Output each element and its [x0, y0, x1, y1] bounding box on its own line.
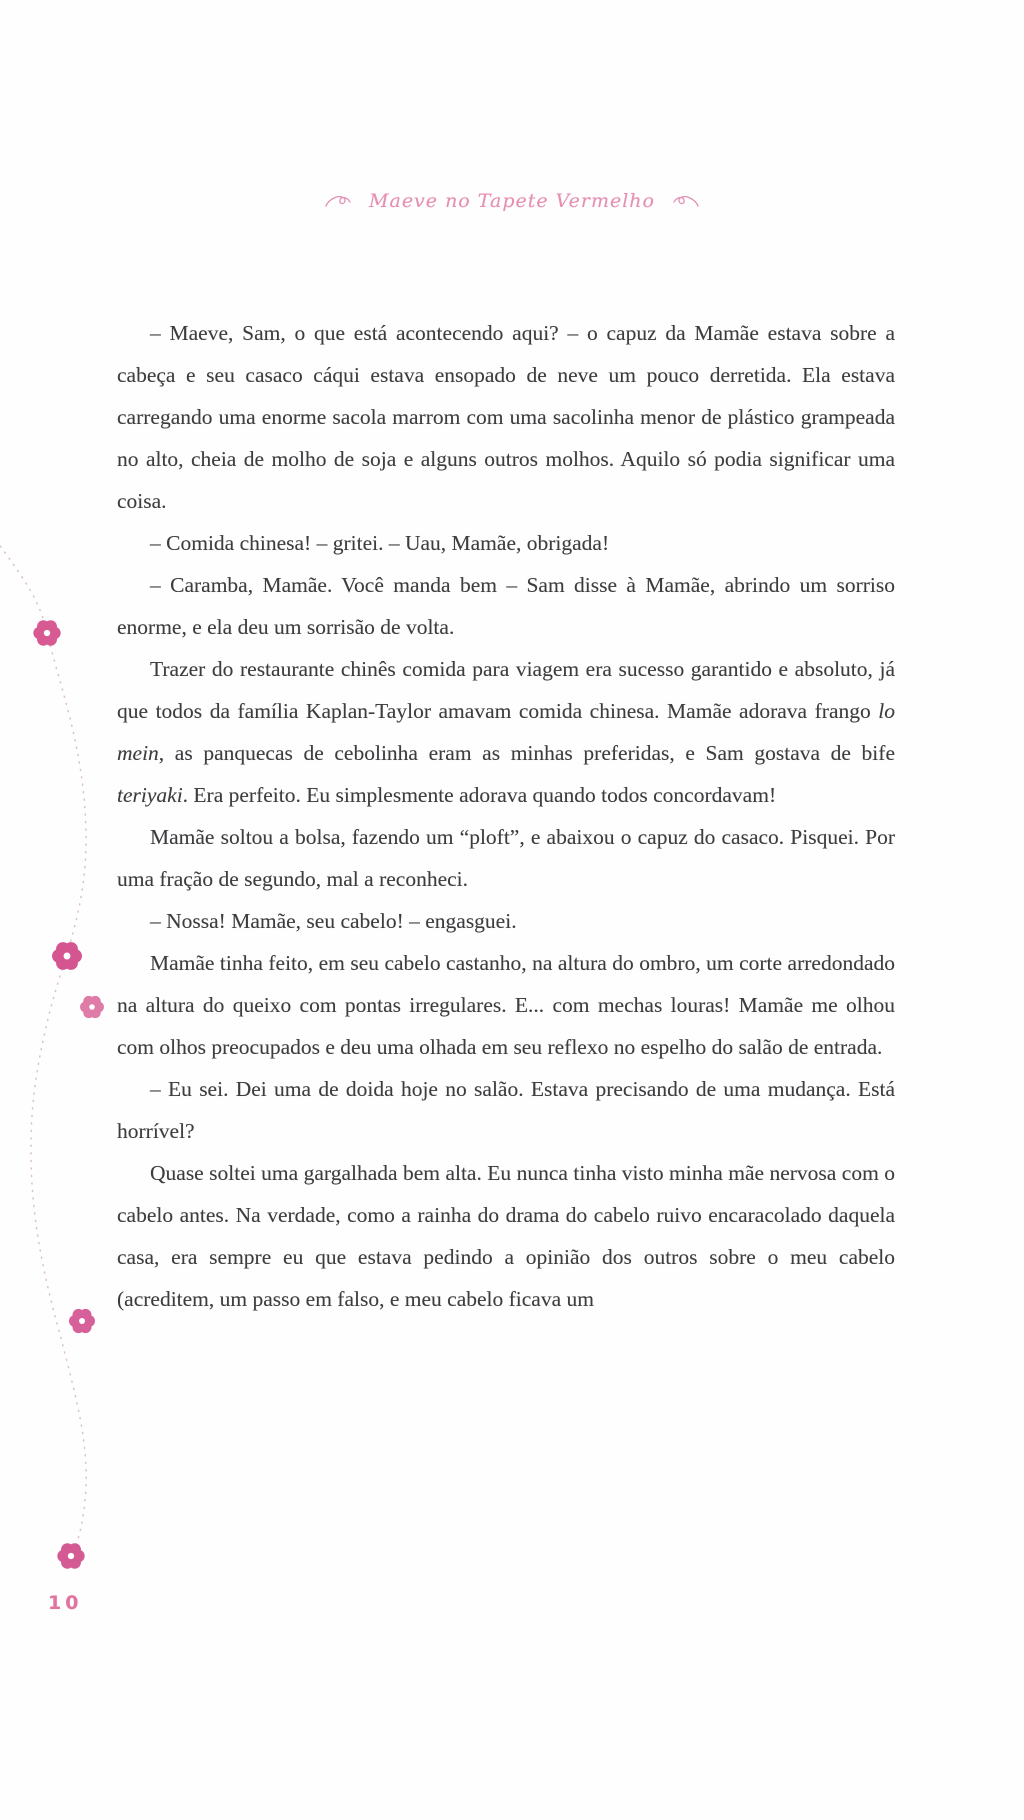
paragraph: Mamãe soltou a bolsa, fazendo um “ploft”, e abaixou o capuz do casaco. Pisquei. Por uma fração de segundo, mal a reconheci. [117, 825, 895, 891]
flower-icon [86, 1001, 97, 1012]
flower-icon [65, 1550, 78, 1563]
bow-flourish-icon [325, 194, 351, 208]
paragraph: Trazer do restaurante chinês comida para viagem era sucesso garantido e absoluto, já que todos da família Kaplan-Taylor amavam comida chinesa. Mamãe adorava frango lo mein, as panquecas de cebolinha eram as minhas preferidas, e Sam gostava de bife teriyaki. Era perfeito. Eu simplesmente adorava quando todos concordavam! [117, 657, 895, 807]
paragraph: Mamãe tinha feito, em seu cabelo castanho, na altura do ombro, um corte arredondado na altura do queixo com pontas irregulares. E... com mechas louras! Mamãe me olhou com olhos preocupados e deu uma olhada em seu reflexo no espelho do salão de entrada. [117, 951, 895, 1059]
paragraph: – Nossa! Mamãe, seu cabelo! – engasguei. [150, 909, 517, 933]
paragraph: – Maeve, Sam, o que está acontecendo aqui? – o capuz da Mamãe estava sobre a cabeça e seu casaco cáqui estava ensopado de neve um pouco derretida. Ela estava carregando uma enorme sacola marrom com uma sacolinha menor de plástico grampeada no alto, cheia de molho de soja e alguns outros molhos. Aquilo só podia significar uma coisa. [117, 321, 895, 513]
paragraph: – Comida chinesa! – gritei. – Uau, Mamãe, obrigada! [150, 531, 610, 555]
paragraph: – Eu sei. Dei uma de doida hoje no salão. Estava precisando de uma mudança. Está horrível? [117, 1077, 895, 1143]
body-text [117, 312, 895, 1320]
flower-icon [60, 949, 74, 963]
flower-icon [41, 627, 54, 640]
paragraph: Quase soltei uma gargalhada bem alta. Eu nunca tinha visto minha mãe nervosa com o cabelo antes. Na verdade, como a rainha do drama do cabelo ruivo encaracolado daquela casa, era sempre eu que estava pedindo a opinião dos outros sobre o meu cabelo (acreditem, um passo em falso, e meu cabelo ficava um [117, 1161, 895, 1311]
bow-flourish-icon [673, 194, 699, 208]
page-title: Maeve no Tapete Vermelho [369, 190, 655, 212]
paragraph: – Caramba, Mamãe. Você manda bem – Sam disse à Mamãe, abrindo um sorriso enorme, e ela deu um sorrisão de volta. [117, 573, 895, 639]
running-header [0, 190, 1024, 212]
flower-icon [76, 1315, 88, 1327]
page-number: 10 [48, 1592, 83, 1614]
